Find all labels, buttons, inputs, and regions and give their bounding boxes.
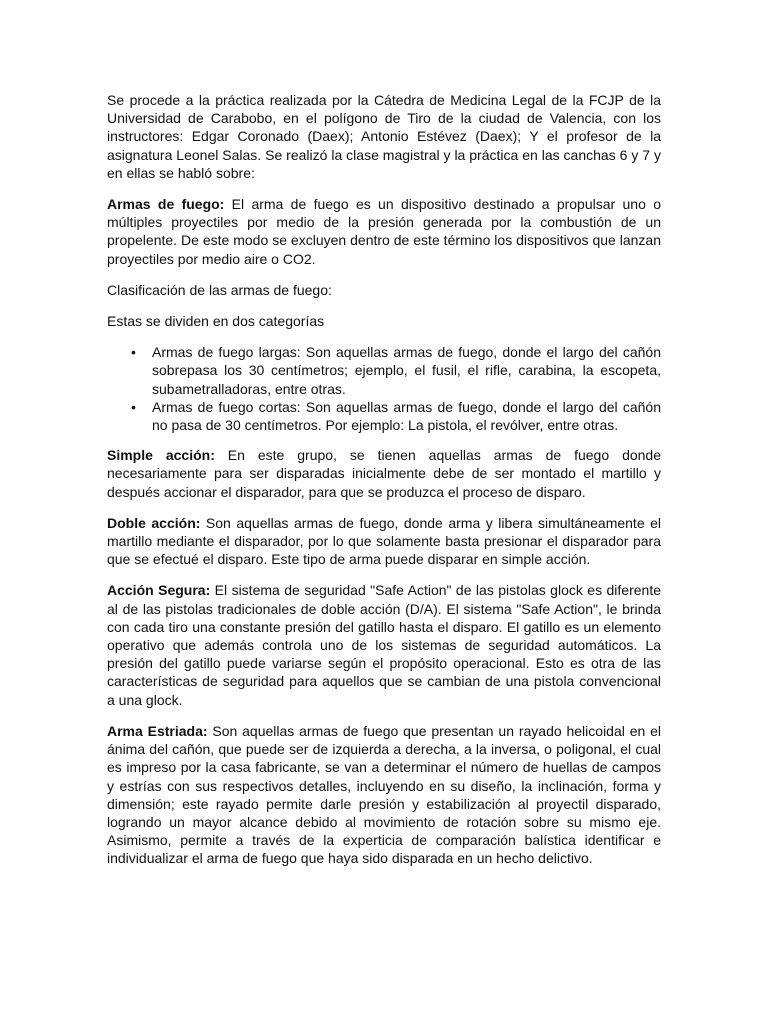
categorias-paragraph: Estas se dividen en dos categorías xyxy=(107,313,325,330)
arma-estriada-paragraph xyxy=(107,722,661,868)
clasificacion-heading: Clasificación de las armas de fuego: xyxy=(107,281,332,298)
accion-segura-text: El sistema de seguridad "Safe Action" de las pistolas glock es diferente al de las pistolas tradicionales de doble acción (D/A). El sistema "Safe Action", le brinda con cada tiro una constante presión del gatillo hasta el disparo. El gatillo es un elemento operativo que además controla uno de los sistemas de seguridad automáticos. La presión del gatillo puede variarse según el propósito operacional. Esto es otra de las características de seguridad para aquellos que se cambian de una pistola convencional a una glock. xyxy=(107,582,661,708)
accion-segura-term: Acción Segura: xyxy=(107,582,211,599)
accion-segura-paragraph xyxy=(107,581,661,708)
doble-accion-term: Doble acción: xyxy=(107,514,201,531)
document-page xyxy=(107,91,661,881)
bullet-icon: • xyxy=(131,344,136,361)
categorias-list xyxy=(107,343,661,434)
list-item xyxy=(131,343,661,398)
simple-accion-paragraph xyxy=(107,446,661,501)
list-item xyxy=(131,398,661,434)
intro-paragraph: Se procede a la práctica realizada por la Cátedra de Medicina Legal de la FCJP de la Universidad de Carabobo, en el polígono de Tiro de la ciudad de Valencia, con los instructores: Edgar Coronado (Daex); Antonio Estévez (Daex); Y el profesor de la asignatura Leonel Salas. Se realizó la clase magistral y la práctica en las canchas 6 y 7 y en ellas se habló sobre: xyxy=(107,92,661,181)
doble-accion-text: Son aquellas armas de fuego, donde arma y libera simultáneamente el martillo mediante el disparador, por lo que solamente basta presionar el disparador para que se efectué el disparo. Este tipo de arma puede disparar en simple acción. xyxy=(107,514,662,568)
list-item-text: Armas de fuego largas: Son aquellas armas de fuego, donde el largo del cañón sobrepasa los 30 centímetros; ejemplo, el fusil, el rifle, carabina, la escopeta, subametralladoras, entre otras. xyxy=(152,344,661,397)
armas-de-fuego-term: Armas de fuego: xyxy=(107,196,225,213)
armas-de-fuego-text: El arma de fuego es un dispositivo destinado a propulsar uno o múltiples proyectiles por medio de la presión generada por la combustión de un propelente. De este modo se excluyen dentro de este término los dispositivos que lanzan proyectiles por medio aire o CO2. xyxy=(107,196,661,267)
simple-accion-term: Simple acción: xyxy=(107,447,215,464)
doble-accion-paragraph xyxy=(107,514,661,569)
simple-accion-text: En este grupo, se tienen aquellas armas de fuego donde necesariamente para ser disparadas inicialmente debe de ser montado el martillo y después accionar el disparador, para que se produzca el proceso de disparo. xyxy=(107,447,661,500)
arma-estriada-text: Son aquellas armas de fuego que presentan un rayado helicoidal en el ánima del cañón, que puede ser de izquierda a derecha, a la inversa, o poligonal, el cual es impreso por la casa fabricante, se van a determinar el número de huellas de campos y estrías con sus respectivos detalles, incluyendo en su diseño, la inclinación, forma y dimensión; este rayado permite darle presión y estabilización al proyectil disparado, logrando un mayor alcance debido al movimiento de rotación sobre su mismo eje. Asimismo, permite a través de la experticia de comparación balística identificar e individualizar el arma de fuego que haya sido disparada en un hecho delictivo. xyxy=(107,722,661,867)
arma-estriada-term: Arma Estriada: xyxy=(107,722,208,739)
bullet-icon: • xyxy=(131,398,136,415)
armas-de-fuego-paragraph xyxy=(107,195,661,268)
list-item-text: Armas de fuego cortas: Son aquellas armas de fuego, donde el largo del cañón no pasa de 30 centímetros. Por ejemplo: La pistola, el revólver, entre otras. xyxy=(152,398,661,434)
